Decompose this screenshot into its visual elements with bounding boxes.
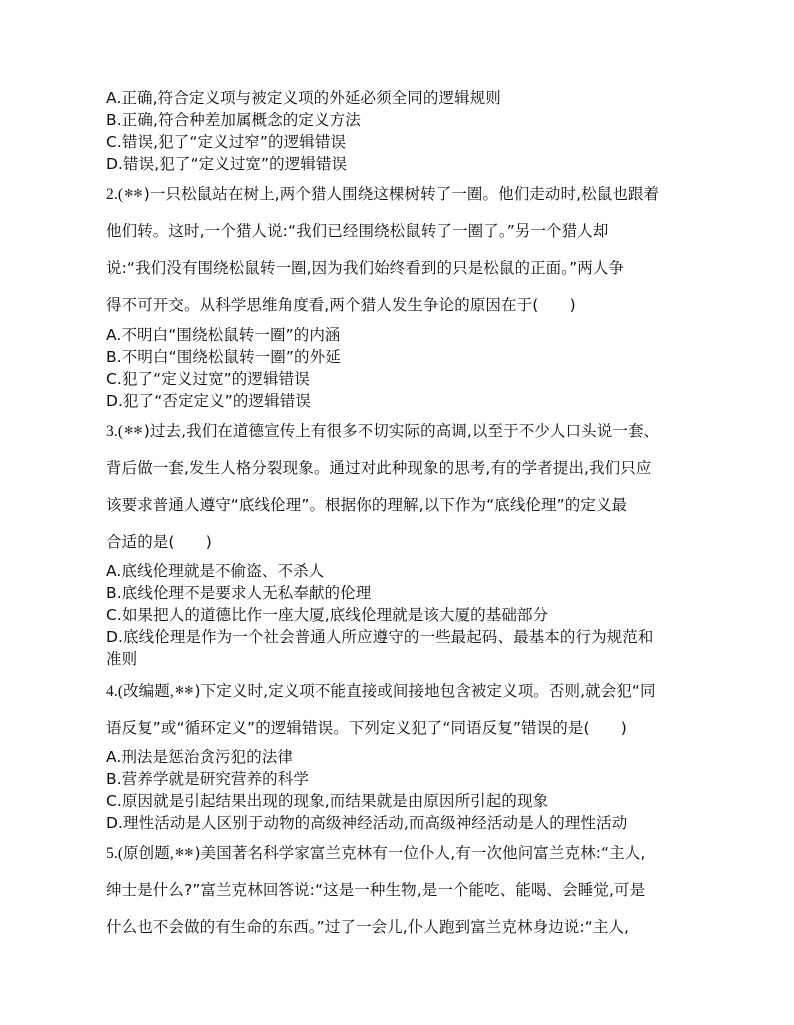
q4-stem-line-1	[106, 680, 706, 703]
q2-option-d: D.犯了“否定定义”的逻辑错误	[106, 392, 311, 410]
q2-option-b: B.不明白“围绕松鼠转一圈”的外延	[106, 348, 341, 366]
q5-stem-text-1: )美国著名科学家富兰克林有一位仆人,有一次他问富兰克林:“主人,	[194, 844, 646, 862]
q2-stem-line-4: 得不可开交。从科学思维角度看,两个猎人发生争论的原因在于( )	[106, 296, 576, 314]
q2-stem-text-1: )一只松鼠站在树上,两个猎人围绕这棵树转了一圈。他们走动时,松鼠也跟着	[143, 185, 660, 203]
q4-option-a: A.刑法是惩治贪污犯的法律	[106, 748, 294, 766]
q3-option-c: C.如果把人的道德比作一座大厦,底线伦理就是该大厦的基础部分	[106, 606, 549, 624]
q3-stem-line-4: 合适的是( )	[106, 533, 212, 551]
q3-option-d: D.底线伦理是作为一个社会普通人所应遵守的一些最起码、最基本的行为规范和	[106, 628, 654, 646]
prev-option-c: C.错误,犯了“定义过窄”的逻辑错误	[106, 133, 347, 151]
q4-number: 4.(改编题,	[106, 683, 174, 700]
q3-stem-text-1: )过去,我们在道德宣传上有很多不切实际的高调,以至于不少人口头说一套、	[143, 422, 660, 440]
q3-number: 3.(	[106, 423, 124, 440]
q4-option-c: C.原因就是引起结果出现的现象,而结果就是由原因所引起的现象	[106, 792, 549, 810]
q2-option-a: A.不明白“围绕松鼠转一圈”的内涵	[106, 326, 341, 344]
q4-stem-text-1: )下定义时,定义项不能直接或间接地包含被定义项。否则,就会犯“同	[194, 682, 656, 700]
q2-stem-line-3: 说:“我们没有围绕松鼠转一圈,因为我们始终看到的只是松鼠的正面。”两人争	[106, 259, 625, 277]
q4-option-d: D.理性活动是人区别于动物的高级神经活动,而高级神经活动是人的理性活动	[106, 814, 628, 832]
difficulty-star-icon: ✻✻	[174, 684, 194, 697]
q3-option-b: B.底线伦理不是要求人无私奉献的伦理	[106, 584, 372, 602]
q5-stem-line-3: 什么也不会做的有生命的东西。”过了一会儿,仆人跑到富兰克林身边说:“主人,	[106, 918, 630, 936]
q2-option-c: C.犯了“定义过宽”的逻辑错误	[106, 370, 310, 388]
q3-stem-line-1	[106, 420, 706, 443]
q3-stem-line-2: 背后做一套,发生人格分裂现象。通过对此种现象的思考,有的学者提出,我们只应	[106, 459, 652, 477]
q3-option-d-continued: 准则	[106, 650, 138, 668]
q2-number: 2.(	[106, 186, 124, 203]
prev-option-d: D.错误,犯了“定义过宽”的逻辑错误	[106, 155, 348, 173]
prev-option-a: A.正确,符合定义项与被定义项的外延必须全同的逻辑规则	[106, 89, 501, 107]
q2-stem-line-1	[106, 183, 706, 206]
q5-stem-line-2: 绅士是什么?”富兰克林回答说:“这是一种生物,是一个能吃、能喝、会睡觉,可是	[106, 881, 646, 899]
q4-option-b: B.营养学就是研究营养的科学	[106, 770, 309, 788]
difficulty-star-icon: ✻✻	[124, 187, 143, 200]
q4-stem-line-2: 语反复”或“循环定义”的逻辑错误。下列定义犯了“同语反复”错误的是( )	[106, 719, 627, 737]
difficulty-star-icon: ✻✻	[174, 846, 194, 859]
q5-stem-line-1	[106, 842, 706, 865]
q2-stem-line-2: 他们转。这时,一个猎人说:“我们已经围绕松鼠转了一圈了。”另一个猎人却	[106, 222, 609, 240]
difficulty-star-icon: ✻✻	[124, 424, 143, 437]
q3-stem-line-3: 该要求普通人遵守“底线伦理”。根据你的理解,以下作为“底线伦理”的定义最	[106, 496, 628, 514]
q5-number: 5.(原创题,	[106, 845, 174, 862]
q3-option-a: A.底线伦理就是不偷盗、不杀人	[106, 562, 325, 580]
prev-option-b: B.正确,符合种差加属概念的定义方法	[106, 111, 361, 129]
